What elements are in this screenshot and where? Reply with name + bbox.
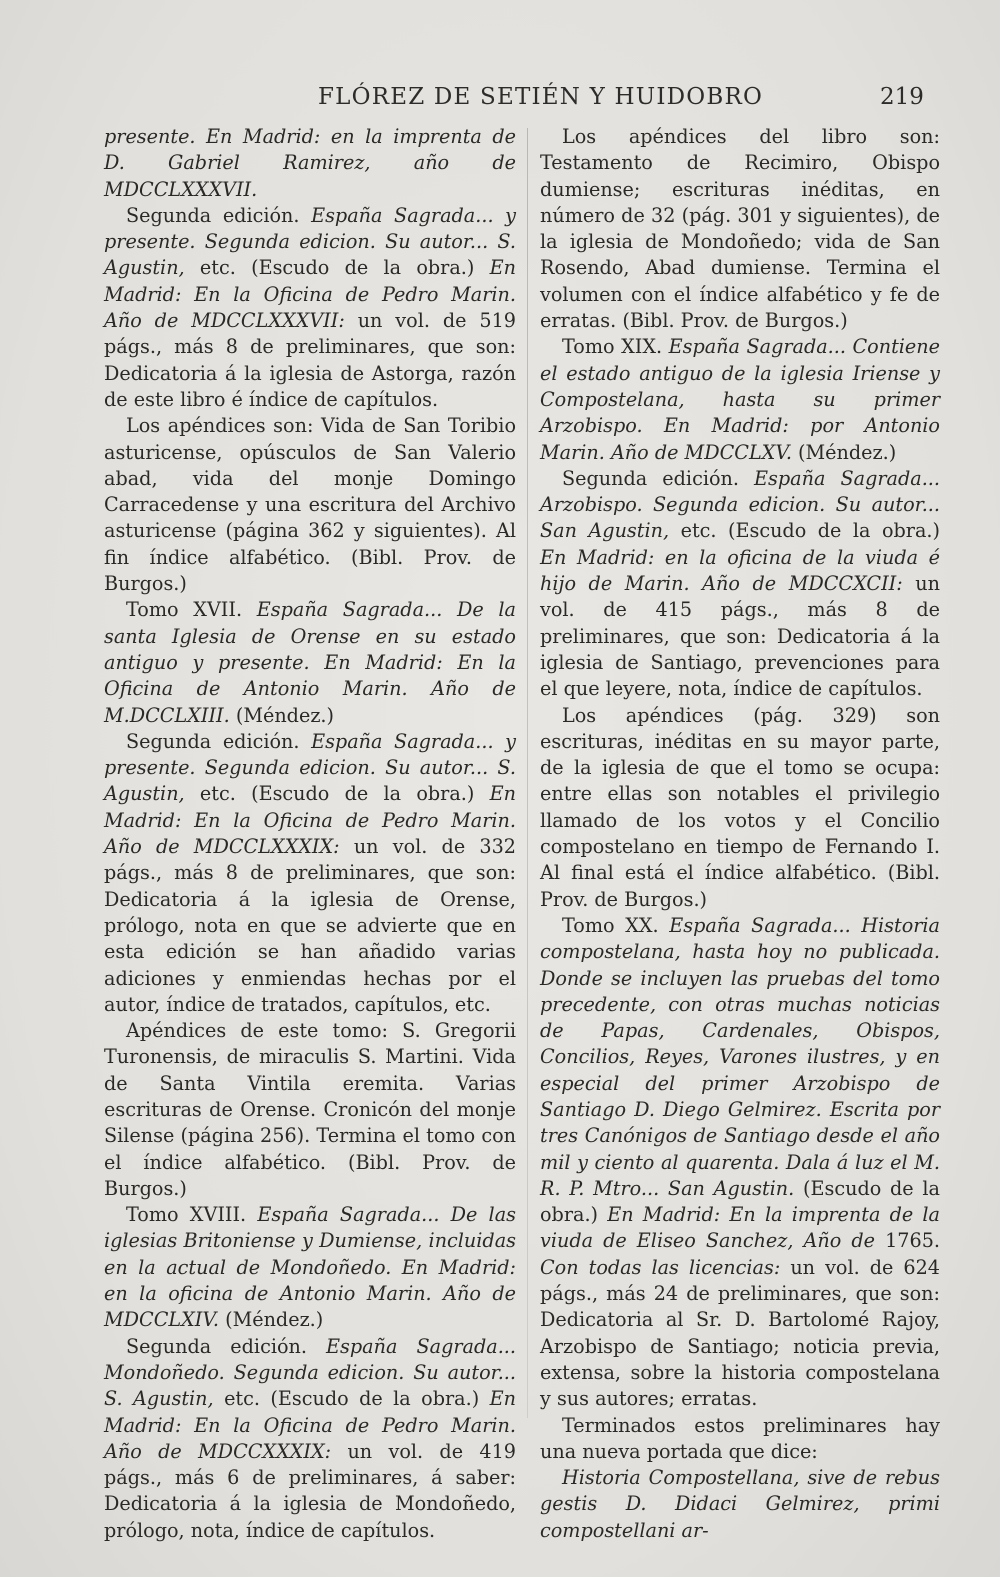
paragraph: Apéndices de este tomo: S. Gregorii Turonensis, de miraculis S. Martini. Vida de Santa Vintila eremita. Varias escrituras de Orense. Cronicón del monje Silense (página 256). Termina el tomo con el índice alfabético. (Bibl. Prov. de Burgos.) — [104, 1019, 516, 1200]
paragraph: Tomo XIX. España Sagrada... Contiene el estado antiguo de la iglesia Iriense y Compostelana, hasta su primer Arzobispo. En Madrid: por Antonio Marin. Año de MDCCLXV. (Méndez.) — [540, 335, 940, 464]
paragraph: presente. En Madrid: en la imprenta de D. Gabriel Ramirez, año de MDCCLXXXVII. — [104, 125, 516, 201]
paragraph: Tomo XVII. España Sagrada... De la santa Iglesia de Orense en su estado antiguo y presente. En Madrid: En la Oficina de Antonio Marin. Año de M.DCCLXIII. (Méndez.) — [104, 598, 516, 727]
page-number: 219 — [880, 84, 924, 110]
paragraph: Tomo XX. España Sagrada... Historia compostelana, hasta hoy no publicada. Donde se incluyen las pruebas del tomo precedente, con otras muchas noticias de Papas, Cardenales, Obispos, Concilios, Reyes, Varones ilustres, y en especial del primer Arzobispo de Santiago D. Diego Gelmirez. Escrita por tres Canónigos de Santiago desde el año mil y ciento al quarenta. Dala á luz el M. R. P. Mtro... San Agustin. (Escudo de la obra.) En Madrid: En la imprenta de la viuda de Eliseo Sanchez, Año de 1765. Con todas las licencias: un vol. de 624 págs., más 24 de preliminares, que son: Dedicatoria al Sr. D. Bartolomé Rajoy, Arzobispo de Santiago; noticia previa, extensa, sobre la historia compostelana y sus autores; erratas. — [540, 913, 941, 1411]
right-column — [540, 124, 940, 1544]
left-column — [104, 124, 516, 1544]
paragraph: Segunda edición. España Sagrada... Arzobispo. Segunda edicion. Su autor... San Agustin, etc. (Escudo de la obra.) En Madrid: en la oficina de la viuda é hijo de Marin. Año de MDCCXCII: un vol. de 415 págs., más 8 de preliminares, que son: Dedicatoria á la iglesia de Santiago, prevenciones para el que leyere, nota, índice de capítulos. — [540, 466, 940, 701]
paragraph: Historia Compostellana, sive de rebus gestis D. Didaci Gelmirez, primi compostellani ar- — [540, 1466, 940, 1542]
paragraph: Los apéndices son: Vida de San Toribio asturicense, opúsculos de San Valerio abad, vida del monje Domingo Carracedense y una escritura del Archivo asturicense (página 362 y siguientes). Al fin índice alfabético. (Bibl. Prov. de Burgos.) — [104, 414, 516, 596]
paragraph: Tomo XVIII. España Sagrada... De las iglesias Britoniense y Dumiense, incluidas en la actual de Mondoñedo. En Madrid: en la oficina de Antonio Marin. Año de MDCCLXIV. (Méndez.) — [104, 1203, 516, 1332]
paragraph: Segunda edición. España Sagrada... y presente. Segunda edicion. Su autor... S. Agustin, etc. (Escudo de la obra.) En Madrid: En la Oficina de Pedro Marin. Año de MDCCLXXXIX: un vol. de 332 págs., más 8 de preliminares, que son: Dedicatoria á la iglesia de Orense, prólogo, nota en que se advierte que en esta edición se han añadido varias adiciones y enmiendas hechas por el autor, índice de tratados, capítulos, etc. — [104, 729, 517, 1016]
column-divider — [527, 128, 528, 1418]
paragraph: Segunda edición. España Sagrada... y presente. Segunda edicion. Su autor... S. Agustin, etc. (Escudo de la obra.) En Madrid: En la Oficina de Pedro Marin. Año de MDCCLXXXVII: un vol. de 519 págs., más 8 de preliminares, que son: Dedicatoria á la iglesia de Astorga, razón de este libro é índice de capítulos. — [104, 203, 516, 411]
paragraph: Los apéndices del libro son: Testamento de Recimiro, Obispo dumiense; escrituras inéditas, en número de 32 (pág. 301 y siguientes), de la iglesia de Mondoñedo; vida de San Rosendo, Abad dumiense. Termina el volumen con el índice alfabético y fe de erratas. (Bibl. Prov. de Burgos.) — [540, 125, 940, 333]
paragraph: Terminados estos preliminares hay una nueva portada que dice: — [540, 1413, 940, 1463]
page-header — [0, 84, 1000, 124]
paragraph: Segunda edición. España Sagrada... Mondoñedo. Segunda edicion. Su autor... S. Agustin, etc. (Escudo de la obra.) En Madrid: En la Oficina de Pedro Marin. Año de MDCCXXXIX: un vol. de 419 págs., más 6 de preliminares, á saber: Dedicatoria á la iglesia de Mondoñedo, prólogo, nota, índice de capítulos. — [104, 1334, 516, 1542]
paragraph: Los apéndices (pág. 329) son escrituras, inéditas en su mayor parte, de la iglesia de que el tomo se ocupa: entre ellas son notables el privilegio llamado de los votos y el Concilio compostelano en tiempo de Fernando I. Al final está el índice alfabético. (Bibl. Prov. de Burgos.) — [540, 703, 940, 911]
running-title: FLÓREZ DE SETIÉN Y HUIDOBRO — [318, 84, 764, 110]
